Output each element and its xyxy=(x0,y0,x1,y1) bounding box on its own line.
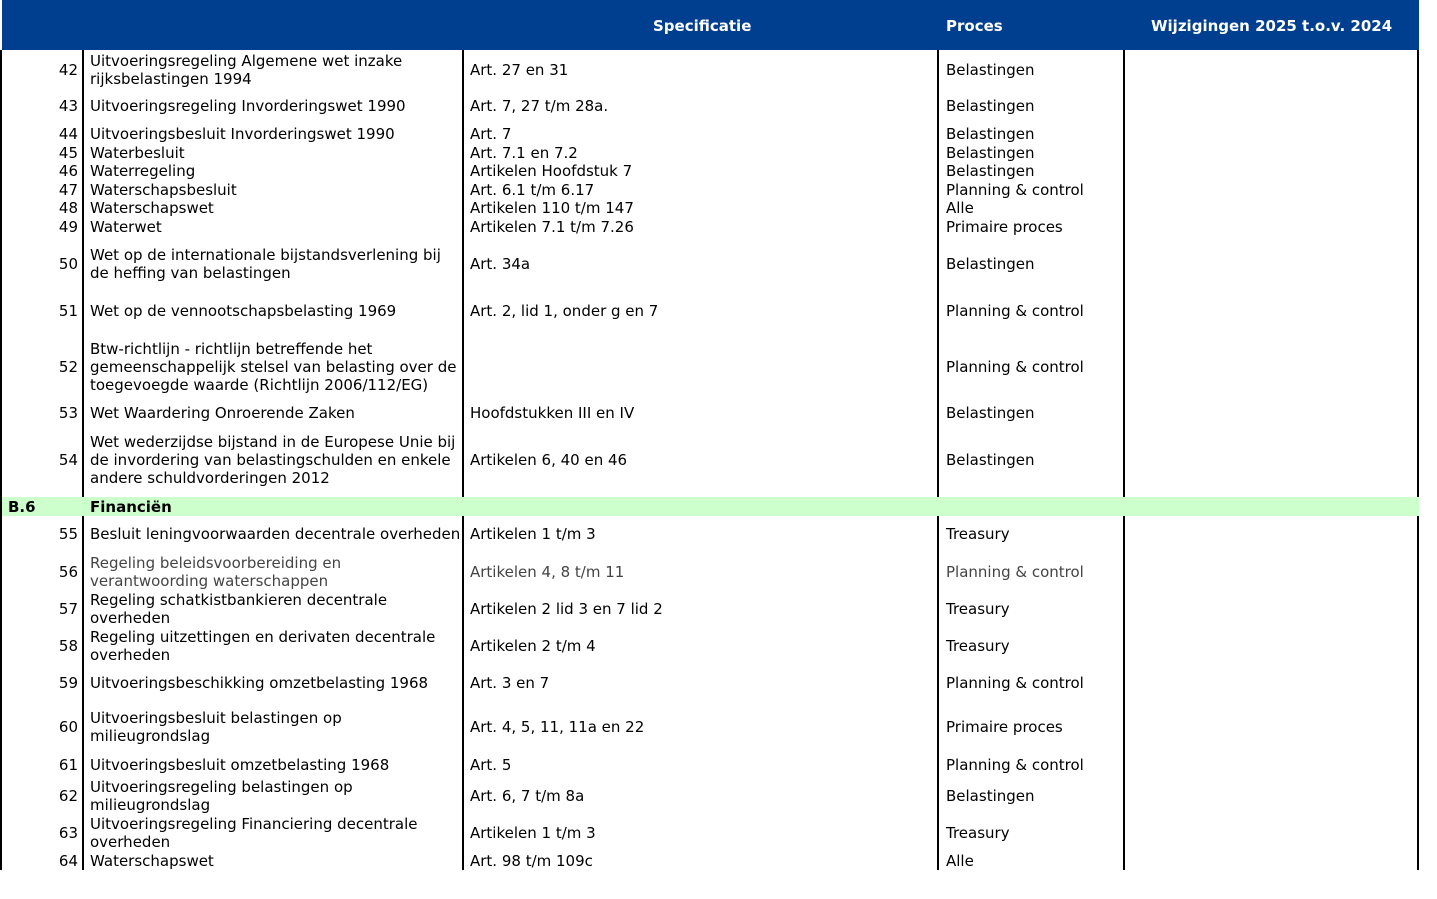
specification: Art. 7.1 en 7.2 xyxy=(470,144,578,162)
row-number: 59 xyxy=(58,674,78,692)
section-title: Financiën xyxy=(90,498,172,516)
process: Belastingen xyxy=(946,61,1035,79)
regulation-name: Waterbesluit xyxy=(90,144,185,162)
regulation-name: Uitvoeringsbeschikking omzetbelasting 1968 xyxy=(90,674,429,692)
row-number: 53 xyxy=(58,404,78,422)
regulation-name: Waterschapswet xyxy=(90,852,214,870)
regulation-name: Waterwet xyxy=(90,218,162,236)
regulation-name: Regeling schatkistbankieren decentrale overheden xyxy=(90,591,388,627)
regulation-name: Regeling beleidsvoorbereiding en verantwoording waterschappen xyxy=(90,554,342,590)
process: Belastingen xyxy=(946,144,1035,162)
row-number: 57 xyxy=(58,600,78,618)
table-row xyxy=(2,246,1419,282)
regulation-name: Uitvoeringsbesluit Invorderingswet 1990 xyxy=(90,125,395,143)
process: Treasury xyxy=(946,525,1010,543)
header-specificatie: Specificatie xyxy=(653,17,752,35)
specification: Artikelen Hoofdstuk 7 xyxy=(470,162,633,180)
table-header xyxy=(2,0,1419,50)
specification: Artikelen 2 t/m 4 xyxy=(470,637,596,655)
process: Treasury xyxy=(946,637,1010,655)
regulation-name: Uitvoeringsbesluit omzetbelasting 1968 xyxy=(90,756,390,774)
regulation-name: Regeling uitzettingen en derivaten decentrale overheden xyxy=(90,628,436,664)
specification: Artikelen 1 t/m 3 xyxy=(470,525,596,543)
process: Alle xyxy=(946,199,974,217)
row-number: 55 xyxy=(58,525,78,543)
regulation-name: Uitvoeringsbesluit belastingen op milieugrondslag xyxy=(90,709,342,745)
row-number: 50 xyxy=(58,255,78,273)
regulation-name: Uitvoeringsregeling Financiering decentrale overheden xyxy=(90,815,418,851)
process: Alle xyxy=(946,852,974,870)
row-number: 62 xyxy=(58,787,78,805)
process: Planning & control xyxy=(946,302,1084,320)
table-row xyxy=(2,778,1419,814)
specification: Art. 6.1 t/m 6.17 xyxy=(470,181,595,199)
specification: Art. 98 t/m 109c xyxy=(470,852,593,870)
table-row xyxy=(2,125,1419,143)
row-number: 63 xyxy=(58,824,78,842)
table-row xyxy=(2,404,1419,422)
specification: Artikelen 1 t/m 3 xyxy=(470,824,596,842)
specification: Art. 2, lid 1, onder g en 7 xyxy=(470,302,659,320)
regulation-name: Uitvoeringsregeling Algemene wet inzake rijksbelastingen 1994 xyxy=(90,52,403,88)
row-number: 61 xyxy=(58,756,78,774)
row-number: 47 xyxy=(58,181,78,199)
row-number: 43 xyxy=(58,97,78,115)
specification: Artikelen 4, 8 t/m 11 xyxy=(470,563,625,581)
process: Primaire proces xyxy=(946,718,1063,736)
row-number: 44 xyxy=(58,125,78,143)
header-wijzigingen: Wijzigingen 2025 t.o.v. 2024 xyxy=(1151,17,1393,35)
section-code: B.6 xyxy=(8,498,36,516)
section-header-row xyxy=(2,497,1419,516)
specification: Hoofdstukken III en IV xyxy=(470,404,635,422)
process: Belastingen xyxy=(946,162,1035,180)
specification: Art. 3 en 7 xyxy=(470,674,550,692)
specification: Artikelen 7.1 t/m 7.26 xyxy=(470,218,634,236)
process: Planning & control xyxy=(946,358,1084,376)
process: Planning & control xyxy=(946,563,1084,581)
process: Planning & control xyxy=(946,181,1084,199)
header-proces: Proces xyxy=(946,17,1003,35)
process: Planning & control xyxy=(946,756,1084,774)
regulation-name: Besluit leningvoorwaarden decentrale overheden xyxy=(90,525,461,543)
process: Belastingen xyxy=(946,787,1035,805)
table-row xyxy=(2,52,1419,88)
specification: Artikelen 6, 40 en 46 xyxy=(470,451,628,469)
process: Planning & control xyxy=(946,674,1084,692)
row-number: 49 xyxy=(58,218,78,236)
row-number: 64 xyxy=(58,852,78,870)
table-row xyxy=(2,433,1419,487)
row-number: 48 xyxy=(58,199,78,217)
table-row xyxy=(2,815,1419,851)
table-row xyxy=(2,709,1419,745)
row-number: 58 xyxy=(58,637,78,655)
specification: Artikelen 110 t/m 147 xyxy=(470,199,634,217)
table-row xyxy=(2,218,1419,236)
row-number: 51 xyxy=(58,302,78,320)
specification: Art. 5 xyxy=(470,756,512,774)
specification: Art. 27 en 31 xyxy=(470,61,569,79)
row-number: 46 xyxy=(58,162,78,180)
table-row xyxy=(2,340,1419,394)
regulation-name: Uitvoeringsregeling belastingen op milieugrondslag xyxy=(90,778,353,814)
process: Treasury xyxy=(946,824,1010,842)
process: Belastingen xyxy=(946,97,1035,115)
specification: Art. 7, 27 t/m 28a. xyxy=(470,97,609,115)
regulation-name: Waterregeling xyxy=(90,162,196,180)
regulation-name: Wet op de vennootschapsbelasting 1969 xyxy=(90,302,397,320)
table-row xyxy=(2,554,1419,590)
regulation-name: Wet wederzijdse bijstand in de Europese Unie bij de invordering van belastingschulden en enkele andere schuldvorderingen 2012 xyxy=(90,433,456,487)
regulation-name: Waterschapswet xyxy=(90,199,214,217)
specification: Art. 34a xyxy=(470,255,531,273)
row-number: 54 xyxy=(58,451,78,469)
row-number: 52 xyxy=(58,358,78,376)
process: Belastingen xyxy=(946,125,1035,143)
table-row xyxy=(2,852,1419,870)
table-row xyxy=(2,199,1419,217)
regulation-name: Btw-richtlijn - richtlijn betreffende het gemeenschappelijk stelsel van belasting over de toegevoegde waarde (Richtlijn 2006/112/EG) xyxy=(90,340,457,394)
table-row xyxy=(2,97,1419,117)
process: Belastingen xyxy=(946,255,1035,273)
regulation-name: Uitvoeringsregeling Invorderingswet 1990 xyxy=(90,97,406,115)
table-row xyxy=(2,162,1419,180)
process: Treasury xyxy=(946,600,1010,618)
row-number: 42 xyxy=(58,61,78,79)
regulation-name: Waterschapsbesluit xyxy=(90,181,237,199)
specification: Art. 6, 7 t/m 8a xyxy=(470,787,585,805)
table-row xyxy=(2,144,1419,162)
row-number: 56 xyxy=(58,563,78,581)
row-number: 45 xyxy=(58,144,78,162)
table-row xyxy=(2,756,1419,774)
specification: Art. 7 xyxy=(470,125,512,143)
table-row xyxy=(2,302,1419,320)
table-row xyxy=(2,525,1419,543)
row-number: 60 xyxy=(58,718,78,736)
table-row xyxy=(2,628,1419,664)
process: Primaire proces xyxy=(946,218,1063,236)
table-row xyxy=(2,181,1419,199)
regulation-name: Wet op de internationale bijstandsverlening bij de heffing van belastingen xyxy=(90,246,441,282)
process: Belastingen xyxy=(946,451,1035,469)
process: Belastingen xyxy=(946,404,1035,422)
table-row xyxy=(2,591,1419,627)
table-row xyxy=(2,674,1419,692)
regulation-name: Wet Waardering Onroerende Zaken xyxy=(90,404,355,422)
specification: Artikelen 2 lid 3 en 7 lid 2 xyxy=(470,600,663,618)
specification: Art. 4, 5, 11, 11a en 22 xyxy=(470,718,645,736)
